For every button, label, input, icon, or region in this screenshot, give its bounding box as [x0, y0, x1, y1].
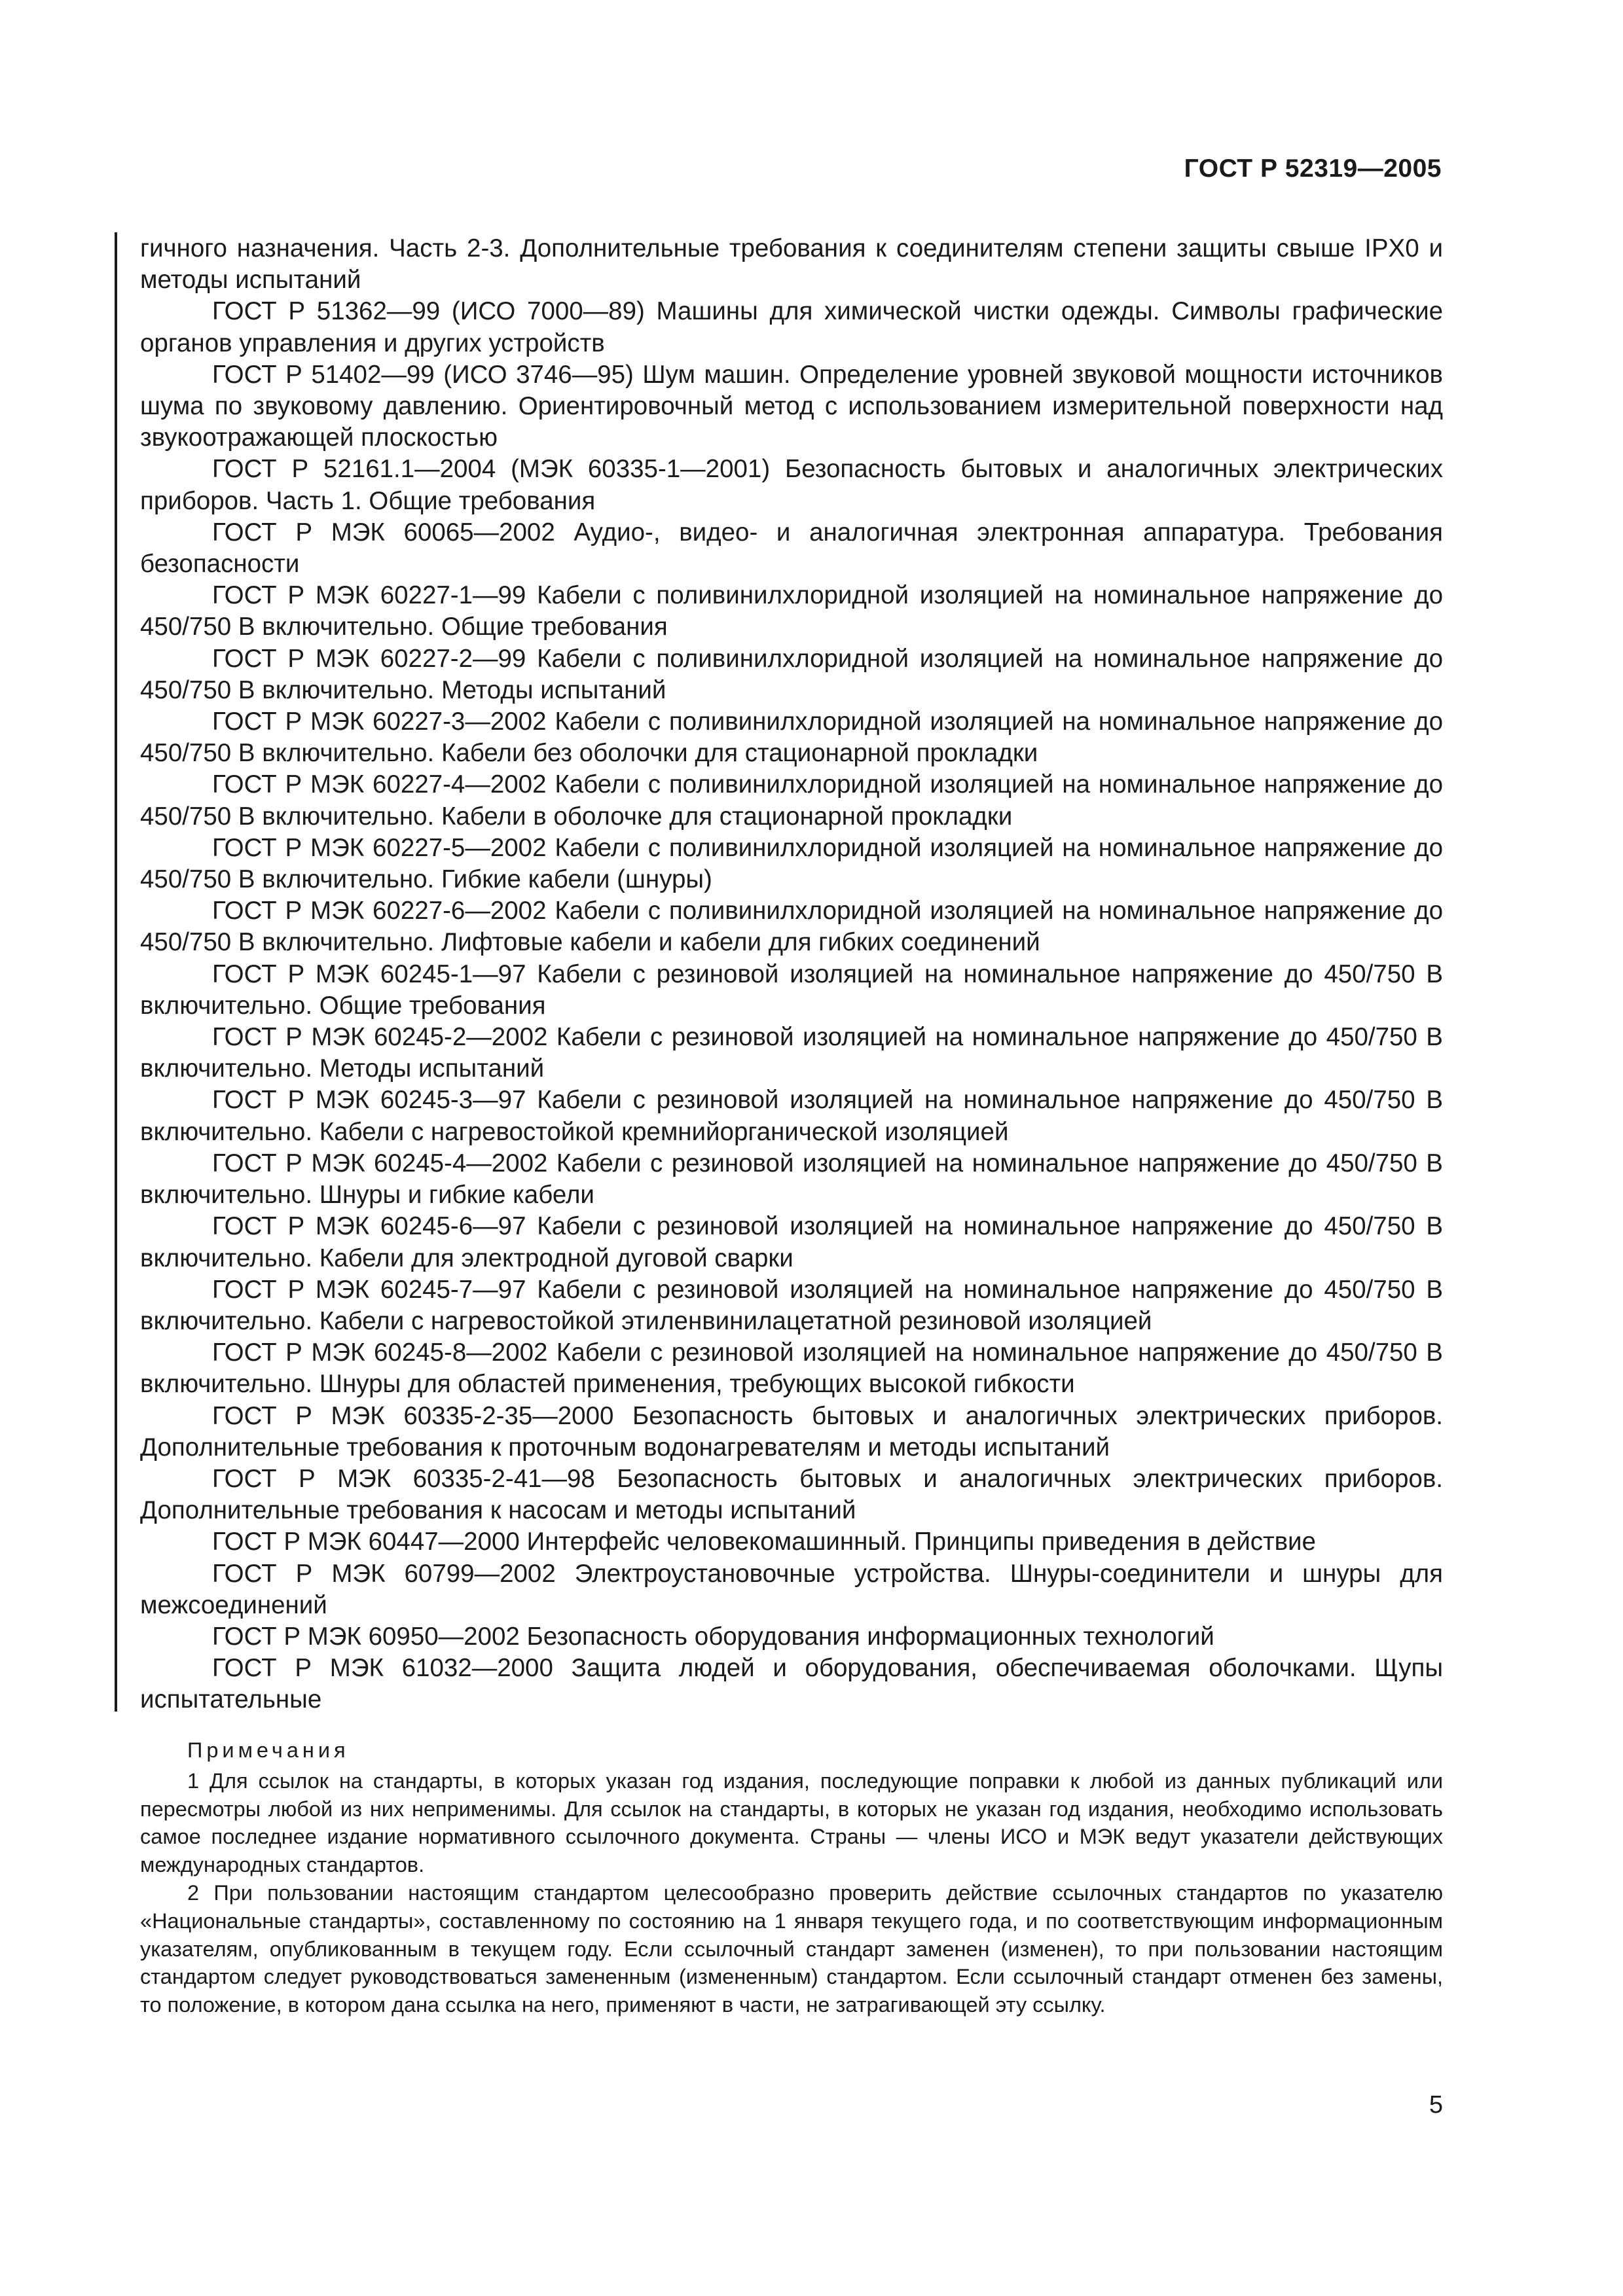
change-marker-bar: [115, 232, 117, 1712]
reference-item: ГОСТ Р МЭК 60245-7—97 Кабели с резиновой изоляцией на номинальное напряжение до 450/750 В включительно. Кабели с нагревостойкой этиленвинилацетатной резиновой изоляцией: [140, 1275, 1443, 1335]
reference-item: ГОСТ Р МЭК 60799—2002 Электроустановочные устройства. Шнуры-соединители и шнуры для межсоединений: [140, 1559, 1443, 1619]
reference-item: ГОСТ Р МЭК 60335-2-35—2000 Безопасность бытовых и аналогичных электрических приборов. Дополнительные требования к проточным водонагревателям и методы испытаний: [140, 1401, 1443, 1462]
reference-item: ГОСТ Р 51362—99 (ИСО 7000—89) Машины для химической чистки одежды. Символы графические органов управления и других устройств: [140, 297, 1443, 357]
reference-item: ГОСТ Р МЭК 60227-5—2002 Кабели с поливинилхлоридной изоляцией на номинальное напряжение до 450/750 В включительно. Гибкие кабели (шнуры): [140, 833, 1443, 894]
reference-item: ГОСТ Р МЭК 60335-2-41—98 Безопасность бытовых и аналогичных электрических приборов. Дополнительные требования к насосам и методы испытаний: [140, 1464, 1443, 1525]
reference-item: ГОСТ Р МЭК 60245-3—97 Кабели с резиновой изоляцией на номинальное напряжение до 450/750 В включительно. Кабели с нагревостойкой кремнийорганической изоляцией: [140, 1086, 1443, 1146]
page-number: 5: [1429, 2091, 1443, 2119]
reference-item: ГОСТ Р МЭК 60245-6—97 Кабели с резиновой изоляцией на номинальное напряжение до 450/750 В включительно. Кабели для электродной дуговой сварки: [140, 1212, 1443, 1272]
reference-item: ГОСТ Р МЭК 60065—2002 Аудио-, видео- и аналогичная электронная аппаратура. Требования безопасности: [140, 518, 1443, 579]
reference-item: ГОСТ Р МЭК 61032—2000 Защита людей и оборудования, обеспечиваемая оболочками. Щупы испытательные: [140, 1654, 1443, 1714]
notes-section: [140, 1736, 1443, 2019]
reference-item: ГОСТ Р МЭК 60245-8—2002 Кабели с резиновой изоляцией на номинальное напряжение до 450/750 В включительно. Шнуры для областей применения, требующих высокой гибкости: [140, 1338, 1443, 1399]
reference-item: ГОСТ Р 52161.1—2004 (МЭК 60335-1—2001) Безопасность бытовых и аналогичных электрических приборов. Часть 1. Общие требования: [140, 455, 1443, 515]
note-item: 1 Для ссылок на стандарты, в которых указан год издания, последующие поправки к любой из данных публикаций или пересмотры любой из них неприменимы. Для ссылок на стандарты, в которых не указан год издания, необходимо использовать самое последнее издание нормативного ссылочного документа. Страны — члены ИСО и МЭК ведут указатели действующих международных стандартов.: [140, 1768, 1443, 1877]
reference-item: ГОСТ Р МЭК 60950—2002 Безопасность оборудования информационных технологий: [212, 1622, 1214, 1651]
reference-item: ГОСТ Р МЭК 60227-1—99 Кабели с поливинилхлоридной изоляцией на номинальное напряжение до 450/750 В включительно. Общие требования: [140, 581, 1443, 641]
reference-item: ГОСТ Р 51402—99 (ИСО 3746—95) Шум машин. Определение уровней звуковой мощности источников шума по звуковому давлению. Ориентировочный метод с использованием измерительной поверхности над звукоотражающей плоскостью: [140, 360, 1443, 452]
reference-item: ГОСТ Р МЭК 60245-1—97 Кабели с резиновой изоляцией на номинальное напряжение до 450/750 В включительно. Общие требования: [140, 960, 1443, 1020]
reference-item: ГОСТ Р МЭК 60227-6—2002 Кабели с поливинилхлоридной изоляцией на номинальное напряжение до 450/750 В включительно. Лифтовые кабели и кабели для гибких соединений: [140, 897, 1443, 957]
reference-item: ГОСТ Р МЭК 60245-2—2002 Кабели с резиновой изоляцией на номинальное напряжение до 450/750 В включительно. Методы испытаний: [140, 1023, 1443, 1083]
notes-title: Примечания: [187, 1738, 350, 1762]
reference-item: ГОСТ Р МЭК 60227-2—99 Кабели с поливинилхлоридной изоляцией на номинальное напряжение до 450/750 В включительно. Методы испытаний: [140, 644, 1443, 704]
continuation-paragraph: гичного назначения. Часть 2-3. Дополнительные требования к соединителям степени защиты свыше IPX0 и методы испытаний: [140, 234, 1443, 295]
note-item: 2 При пользовании настоящим стандартом целесообразно проверить действие ссылочных стандартов по указателю «Национальные стандарты», составленному по состоянию на 1 января текущего года, и по соответствующим информационным указателям, опубликованным в текущем году. Если ссылочный стандарт заменен (изменен), то при пользовании настоящим стандартом следует руководствоваться замененным (измененным) стандартом. Если ссылочный стандарт отменен без замены, то положение, в котором дана ссылка на него, применяют в части, не затрагивающей эту ссылку.: [140, 1880, 1443, 2017]
reference-item: ГОСТ Р МЭК 60245-4—2002 Кабели с резиновой изоляцией на номинальное напряжение до 450/750 В включительно. Шнуры и гибкие кабели: [140, 1149, 1443, 1210]
reference-item: ГОСТ Р МЭК 60227-4—2002 Кабели с поливинилхлоридной изоляцией на номинальное напряжение до 450/750 В включительно. Кабели в оболочке для стационарной прокладки: [140, 770, 1443, 831]
normative-references-list: [140, 233, 1443, 1716]
reference-item: ГОСТ Р МЭК 60227-3—2002 Кабели с поливинилхлоридной изоляцией на номинальное напряжение до 450/750 В включительно. Кабели без оболочки для стационарной прокладки: [140, 708, 1443, 768]
document-code-header: ГОСТ Р 52319—2005: [1184, 154, 1442, 183]
reference-item: ГОСТ Р МЭК 60447—2000 Интерфейс человекомашинный. Принципы приведения в действие: [212, 1528, 1316, 1556]
